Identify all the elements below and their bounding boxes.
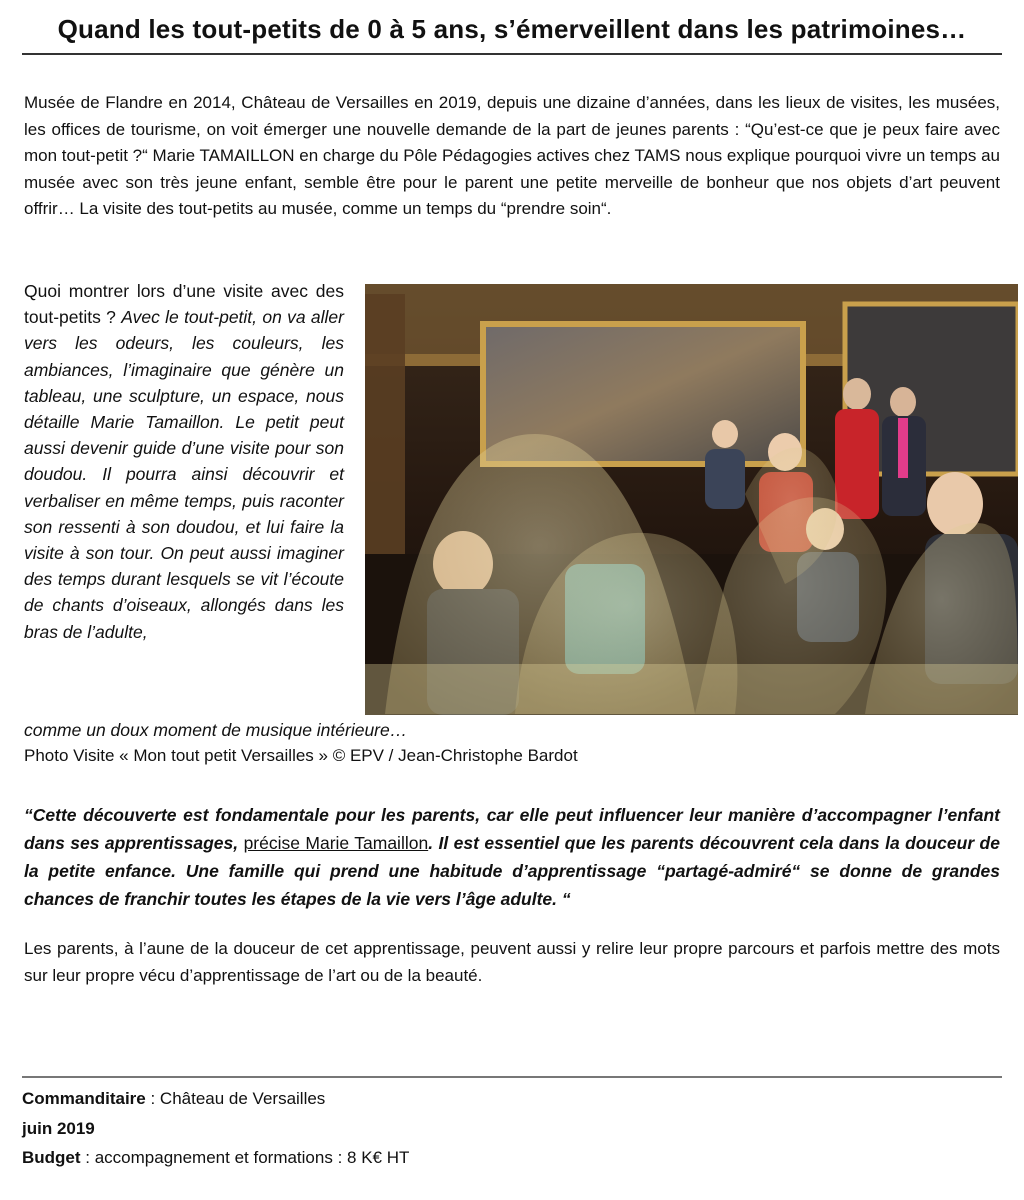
article-title: Quand les tout-petits de 0 à 5 ans, s’émerveillent dans les patrimoines…: [57, 14, 967, 44]
quote-part-2: . Il est essentiel que les parents découvrent cela dans la douceur de la petite enfance. Une famille qui prend une habitude d’apprentissage “partagé-admiré“ se donne de grandes chances de franchir toutes les étapes de la vie vers l’âge adulte. “: [24, 833, 1000, 909]
intro-paragraph: Musée de Flandre en 2014, Château de Versailles en 2019, depuis une dizaine d’années, dans les lieux de visites, les musées, les offices de tourisme, on voit émerger une nouvelle demande de la part de jeunes parents : “Qu’est-ce que je peux faire avec mon tout-petit ?“ Marie TAMAILLON en charge du Pôle Pédagogies actives chez TAMS nous explique pourquoi vivre un temps au musée avec son très jeune enfant, semble être pour le parent une petite merveille de bonheur que nos objets d’art peuvent offrir… La visite des tout-petits au musée, comme un temps du “prendre soin“.: [24, 93, 1000, 218]
museum-visit-photo: [365, 284, 1018, 715]
quote-part-1: “Cette découverte est fondamentale pour les parents, car elle peut influencer leur manière d’accompagner l’enfant dans ses apprentissages,: [24, 805, 1000, 853]
footer-info: [22, 1076, 1002, 1173]
budget-label: Budget: [22, 1148, 81, 1167]
budget-value: accompagnement et formations : 8 K€ HT: [94, 1148, 410, 1167]
sponsor-value: Château de Versailles: [159, 1089, 326, 1108]
date-line: [22, 1114, 1002, 1144]
photo-caption: Photo Visite « Mon tout petit Versailles » © EPV / Jean-Christophe Bardot: [24, 746, 578, 765]
budget-separator: :: [80, 1148, 95, 1167]
sponsor-separator: :: [145, 1089, 160, 1108]
title-block: [22, 14, 1002, 55]
side-column-tail: comme un doux moment de musique intérieure…: [24, 720, 408, 740]
quote-attribution: précise Marie Tamaillon: [243, 833, 429, 853]
sponsor-label: Commanditaire: [22, 1089, 146, 1108]
side-column-text: [24, 278, 344, 645]
closing-paragraph: Les parents, à l’aune de la douceur de cet apprentissage, peuvent aussi y relire leur propre parcours et parfois mettre des mots sur leur propre vécu d’apprentissage de l’art ou de la beauté.: [24, 939, 1000, 985]
sponsor-line: [22, 1084, 1002, 1114]
pull-quote: [24, 801, 1000, 913]
side-answer: Avec le tout-petit, on va aller vers les odeurs, les couleurs, les ambiances, l’imaginaire que génère un tableau, une sculpture, un espace, nous détaille Marie Tamaillon. Le petit peut aussi devenir guide d’une visite pour son doudou. Il pourra ainsi découvrir et verbaliser en même temps, puis raconter son ressenti à son doudou, et lui faire la visite à son tour. On peut aussi imaginer des temps durant lesquels se vit l’écoute de chants d’oiseaux, allongés dans les bras de l’adulte,: [24, 307, 344, 642]
side-question: Quoi montrer lors d’une visite avec des tout-petits ?: [24, 281, 344, 328]
budget-line: [22, 1143, 1002, 1173]
project-date: juin 2019: [22, 1118, 95, 1138]
